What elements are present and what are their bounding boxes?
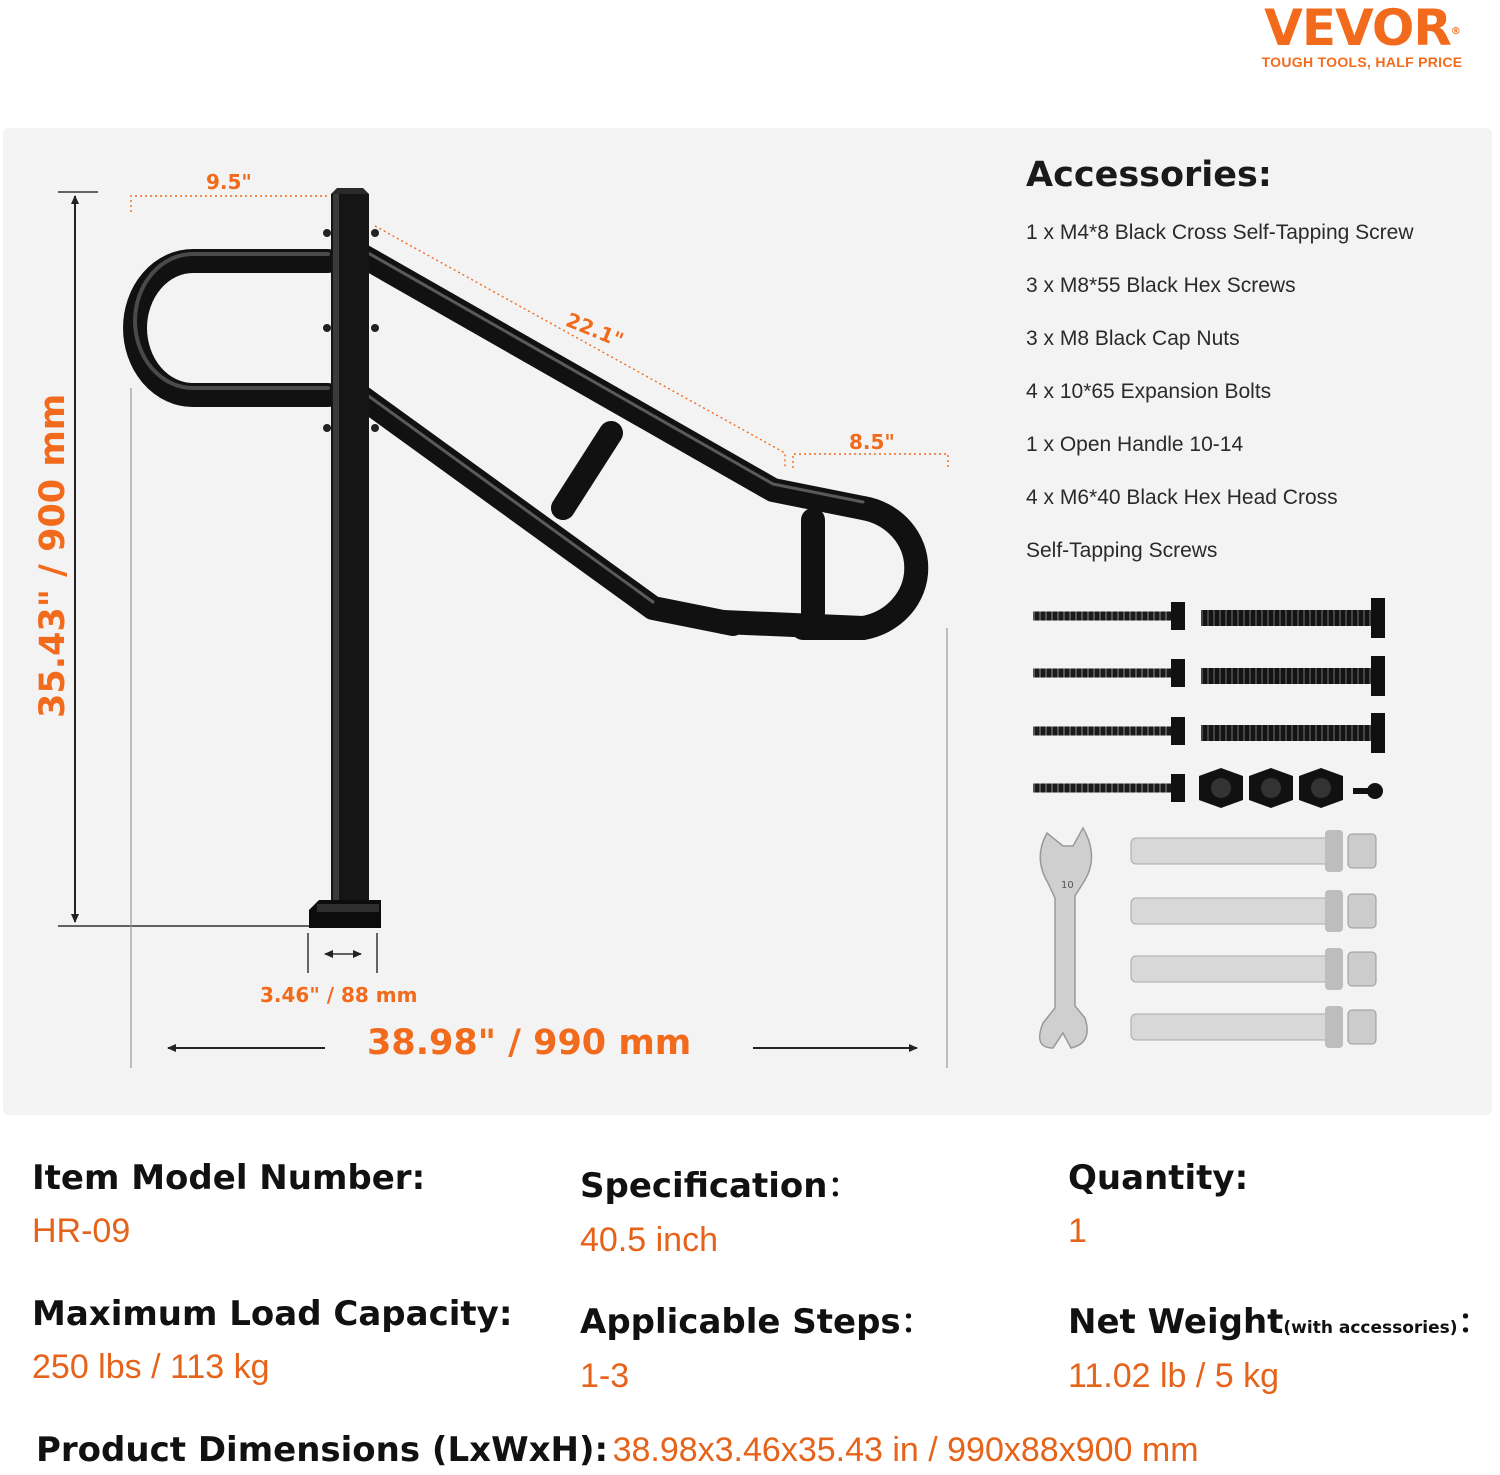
spec-dimensions-label: Product Dimensions (LxWxH):: [36, 1430, 609, 1470]
accessory-item: 3 x M8*55 Black Hex Screws: [1026, 274, 1296, 297]
brand-block: [1242, 0, 1482, 70]
hex-screws: [1201, 598, 1385, 753]
dim-right-label: 8.5": [849, 430, 895, 454]
accessory-item: 1 x M4*8 Black Cross Self-Tapping Screw: [1026, 221, 1414, 244]
wrench: [1040, 828, 1092, 1048]
spec-model-value: HR-09: [32, 1212, 131, 1250]
product-panel: [3, 128, 1492, 1115]
spec-weight-value: 11.02 lb / 5 kg: [1068, 1357, 1280, 1395]
spec-specification-label: Specification：: [580, 1166, 862, 1206]
handrail-post: [309, 188, 381, 928]
dim-base-label: 3.46" / 88 mm: [260, 983, 418, 1007]
dim-height-label: 35.43" / 900 mm: [33, 393, 73, 718]
height-dimension-line: [58, 192, 313, 926]
spec-specification: [580, 1158, 861, 1260]
spec-steps-label: Applicable Steps：: [580, 1302, 935, 1342]
spec-steps: [580, 1294, 935, 1396]
right-dimension-line: [793, 454, 948, 468]
wrench-mark: 10: [1061, 880, 1074, 891]
accessory-item: Self-Tapping Screws: [1026, 539, 1218, 562]
accessories-list: [1026, 218, 1414, 589]
brand-tagline: TOUGH TOOLS, HALF PRICE: [1261, 54, 1463, 70]
brand-logo: VEVOR®: [1264, 0, 1460, 57]
spec-load-value: 250 lbs / 113 kg: [32, 1348, 270, 1386]
spec-steps-value: 1-3: [580, 1357, 630, 1395]
spec-quantity-value: 1: [1068, 1212, 1087, 1250]
spec-load-label: Maximum Load Capacity:: [32, 1294, 513, 1334]
spec-model-label: Item Model Number:: [32, 1158, 426, 1198]
dim-top-left-label: 9.5": [206, 170, 252, 194]
accessory-item: 4 x 10*65 Expansion Bolts: [1026, 380, 1272, 403]
accessory-item: 4 x M6*40 Black Hex Head Cross: [1026, 486, 1338, 509]
accessories-title: Accessories:: [1026, 155, 1272, 195]
spec-load: [32, 1294, 512, 1387]
tapping-screws: [1033, 602, 1185, 802]
base-dimension-line: [308, 933, 377, 973]
dim-length-label: 38.98" / 990 mm: [367, 1023, 692, 1063]
cap-nuts: [1199, 768, 1383, 808]
accessory-item: 3 x M8 Black Cap Nuts: [1026, 327, 1240, 350]
spec-dimensions: [36, 1430, 1199, 1470]
spec-weight: [1068, 1294, 1492, 1396]
spec-quantity-label: Quantity:: [1068, 1158, 1249, 1198]
accessory-item: 1 x Open Handle 10-14: [1026, 433, 1244, 456]
expansion-bolts: [1131, 830, 1376, 1048]
dim-diagonal-label: 22.1": [562, 307, 628, 353]
spec-quantity: [1068, 1158, 1248, 1251]
handrail-product: [135, 250, 916, 628]
spec-weight-label: Net Weight(with accessories)：: [1068, 1302, 1492, 1342]
spec-dimensions-value: 38.98x3.46x35.43 in / 990x88x900 mm: [612, 1431, 1199, 1469]
diagonal-dimension-line: [375, 226, 785, 468]
spec-specification-value: 40.5 inch: [580, 1221, 718, 1259]
top-left-dimension-line: [131, 196, 328, 212]
spec-model: [32, 1158, 425, 1251]
